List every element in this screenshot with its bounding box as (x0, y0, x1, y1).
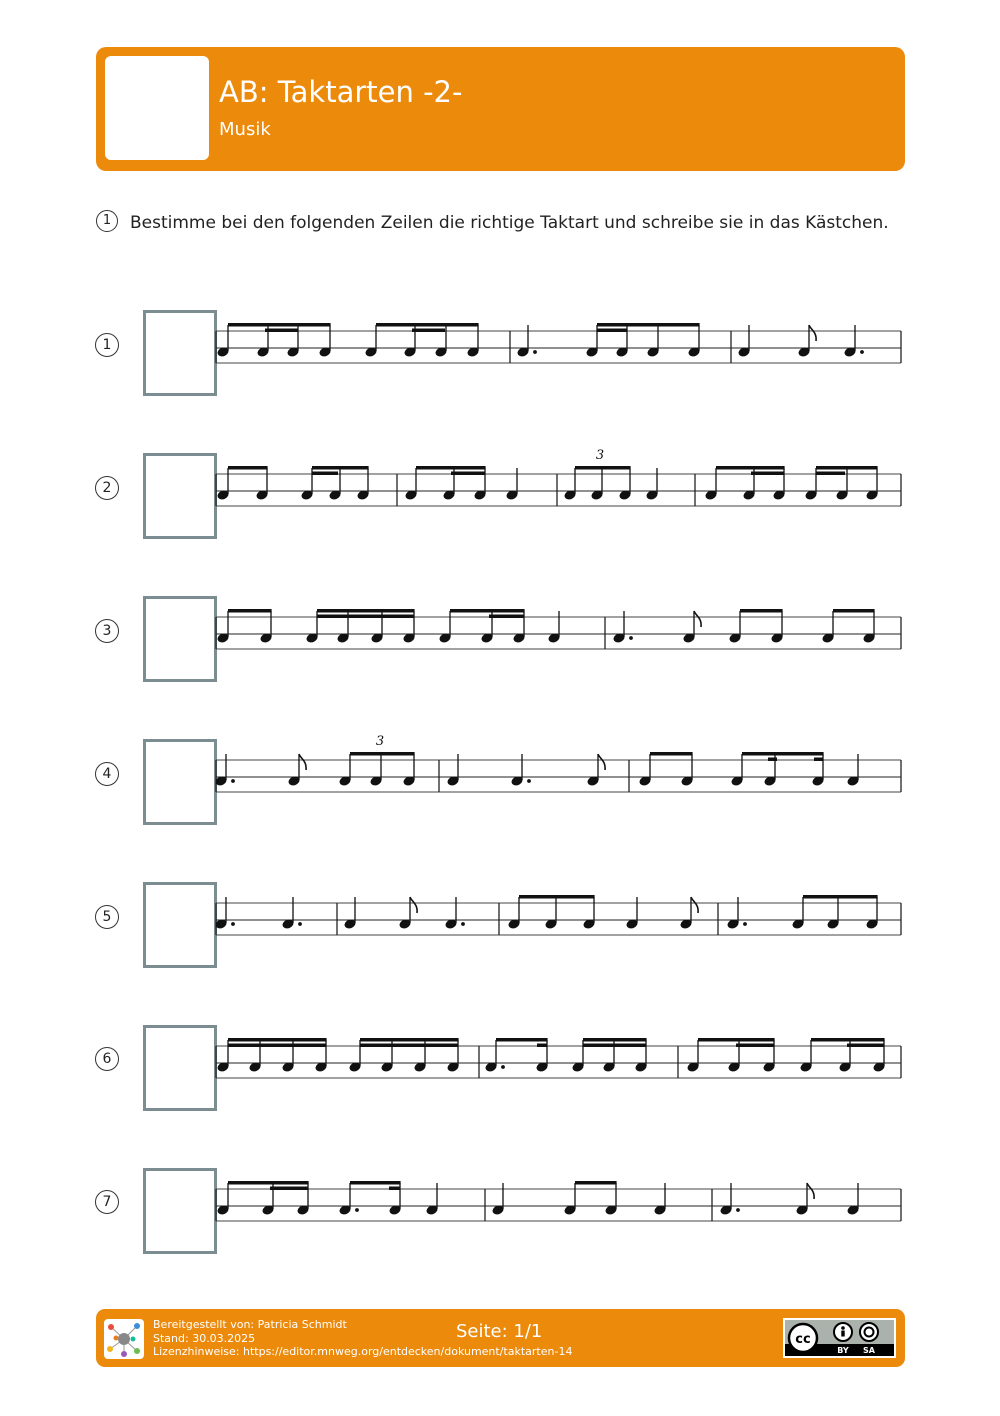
task-text: Bestimme bei den folgenden Zeilen die richtige Taktart und schreibe sie in das Kästchen. (130, 213, 889, 233)
row-number: 3 (95, 619, 119, 643)
sixteenth-beam (736, 1044, 774, 1048)
footer-date: Stand: 30.03.2025 (153, 1331, 256, 1345)
augmentation-dot (629, 636, 633, 640)
beam (228, 323, 331, 327)
beam (583, 1038, 647, 1042)
beam (597, 323, 700, 327)
row-number: 4 (95, 762, 119, 786)
augmentation-dot (860, 350, 864, 354)
augmentation-dot (298, 922, 302, 926)
cc-by-label: BY (837, 1346, 849, 1355)
task-number: 1 (96, 210, 118, 232)
sixteenth-beam (312, 472, 338, 476)
sixteenth-beam (583, 1044, 646, 1048)
augmentation-dot (743, 922, 747, 926)
augmentation-dot (355, 1208, 359, 1212)
eighth-flag (807, 1183, 814, 1199)
sixteenth-beam (228, 1044, 326, 1048)
beam (496, 1038, 548, 1042)
sixteenth-beam (317, 615, 414, 619)
sixteenth-beam (597, 329, 627, 333)
row-number: 2 (95, 476, 119, 500)
beam (360, 1038, 459, 1042)
cc-sa-label: SA (863, 1346, 875, 1355)
page-number: Seite: 1/1 (456, 1321, 543, 1342)
beam (312, 466, 369, 470)
beam (575, 466, 631, 470)
beam (228, 1181, 309, 1185)
beam (350, 1181, 401, 1185)
augmentation-dot (533, 350, 537, 354)
row-number: 6 (95, 1047, 119, 1071)
beam (228, 609, 272, 613)
eighth-flag (299, 754, 306, 770)
eighth-flag (691, 897, 698, 913)
beam (816, 466, 878, 470)
footer-logo (104, 1319, 144, 1359)
augmentation-dot (736, 1208, 740, 1212)
beam (811, 1038, 885, 1042)
beam (742, 752, 824, 756)
beam (228, 466, 268, 470)
footer-banner (96, 1309, 905, 1367)
beam (740, 609, 783, 613)
sixteenth-beam (489, 615, 524, 619)
sixteenth-beam (265, 329, 298, 333)
sixteenth-beam (751, 472, 784, 476)
row-number: 7 (95, 1190, 119, 1214)
beam (416, 466, 486, 470)
sixteenth-beam (412, 329, 445, 333)
sixteenth-beam (768, 758, 777, 762)
beam (228, 1038, 327, 1042)
beam (376, 323, 479, 327)
augmentation-dot (231, 922, 235, 926)
cc-icon: cc (795, 1332, 811, 1347)
beam (350, 752, 415, 756)
eighth-flag (809, 325, 816, 341)
eighth-flag (694, 611, 701, 627)
sixteenth-beam (451, 472, 485, 476)
sixteenth-beam (360, 1044, 458, 1048)
beam (450, 609, 525, 613)
sixteenth-beam (537, 1044, 547, 1048)
footer-license: Lizenzhinweise: https://editor.mnweg.org/entdecken/dokument/taktarten-14 (153, 1345, 573, 1358)
sixteenth-beam (814, 758, 823, 762)
beam (317, 609, 415, 613)
beam (575, 1181, 617, 1185)
beam (833, 609, 875, 613)
beam (519, 895, 595, 899)
sixteenth-beam (816, 472, 845, 476)
beam (650, 752, 693, 756)
beam (716, 466, 785, 470)
triplet-number: 3 (375, 734, 385, 749)
augmentation-dot (461, 922, 465, 926)
augmentation-dot (527, 779, 531, 783)
footer-provided-by: Bereitgestellt von: Patricia Schmidt (153, 1318, 347, 1331)
sixteenth-beam (270, 1187, 308, 1191)
sixteenth-beam (847, 1044, 884, 1048)
sixteenth-beam (389, 1187, 400, 1191)
augmentation-dot (231, 779, 235, 783)
augmentation-dot (501, 1065, 505, 1069)
row-number: 1 (95, 333, 119, 357)
subject-label: Musik (219, 119, 271, 140)
page-title: AB: Taktarten -2- (219, 75, 463, 109)
beam (803, 895, 878, 899)
eighth-flag (410, 897, 417, 913)
cc-license-badge (783, 1318, 896, 1358)
triplet-number: 3 (595, 448, 605, 463)
eighth-flag (598, 754, 605, 770)
beam (698, 1038, 775, 1042)
row-number: 5 (95, 905, 119, 929)
